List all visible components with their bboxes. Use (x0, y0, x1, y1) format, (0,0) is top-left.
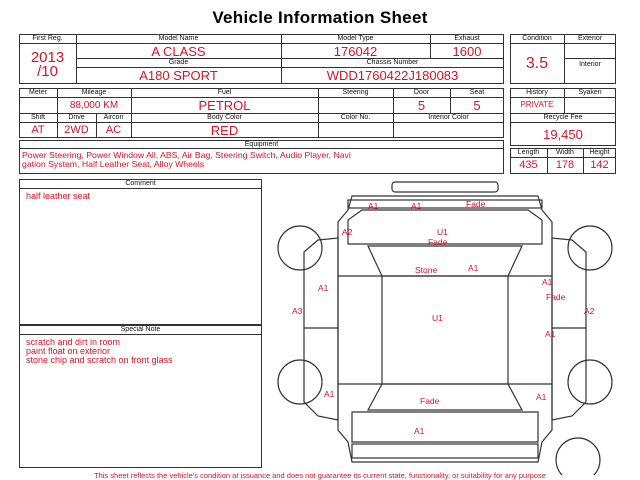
height-value: 142 (590, 159, 609, 171)
width-label: Width (556, 149, 574, 156)
damage-mark: A1 (411, 201, 422, 211)
damage-mark: A1 (536, 392, 547, 402)
first-reg-month: /10 (37, 63, 58, 80)
drive-value: 2WD (64, 124, 89, 136)
condition-label: Condition (522, 35, 552, 42)
first-reg-label: First Reg. (32, 35, 63, 42)
aircon-value: AC (105, 124, 122, 136)
length-value: 435 (519, 159, 538, 171)
history-value: PRIVATE (520, 100, 554, 109)
disclaimer: This sheet reflects the vehicle's condition at issuance and does not guarantee its current state, functionality, or suitability for any purpose (94, 471, 546, 480)
recycle-fee-value: 19,450 (543, 127, 583, 142)
shift-value: AT (31, 124, 45, 136)
seat-label: Seat (469, 89, 485, 96)
exhaust-value: 1600 (452, 44, 482, 59)
door-value: 5 (417, 98, 426, 113)
equipment-label: Equipment (244, 141, 279, 148)
color-no-label: Color No. (340, 114, 371, 121)
interior-color-label: Interior Color (428, 114, 469, 121)
fuel-label: Fuel (217, 89, 232, 96)
comment-label: Comment (125, 180, 156, 187)
damage-mark: Fade (428, 237, 448, 247)
damage-mark: A1 (368, 201, 379, 211)
vehicle-damage-diagram (270, 180, 620, 475)
damage-mark: A2 (342, 227, 353, 237)
damage-mark: Fade (420, 396, 440, 406)
damage-mark: U1 (432, 313, 443, 323)
length-label: Length (517, 149, 540, 156)
body-color-label: Body Color (207, 114, 242, 121)
damage-mark: Stone (415, 265, 438, 275)
model-name-value: A CLASS (151, 44, 206, 59)
height-label: Height (589, 149, 610, 156)
special-note-line-2: paint float on exterior (26, 346, 111, 356)
damage-mark: A1 (545, 329, 556, 339)
damage-mark: A1 (468, 263, 479, 273)
comment-text: half leather seat (26, 191, 91, 201)
grade-label: Grade (168, 59, 189, 66)
shift-label: Shift (30, 114, 45, 121)
damage-mark: U1 (437, 227, 448, 237)
door-label: Door (413, 89, 430, 96)
equipment-line-2: gation System, Half Leather Seat, Alloy Wheels (22, 159, 205, 169)
chassis-label: Chassis Number (366, 59, 419, 66)
condition-value: 3.5 (525, 55, 549, 72)
exhaust-label: Exhaust (454, 35, 480, 42)
recycle-fee-label: Recycle Fee (543, 114, 583, 121)
mileage-value: 88,000 KM (69, 100, 119, 111)
exterior-label: Exterior (577, 35, 603, 42)
chassis-value: WDD1760422J180083 (326, 68, 459, 83)
model-type-label: Model Type (337, 35, 374, 42)
seat-value: 5 (473, 98, 481, 113)
equipment-line-1: Power Steering, Power Window All, ABS, Air Bag, Steering Switch, Audio Player, Navi (22, 150, 351, 160)
grade-value: A180 SPORT (139, 68, 218, 83)
model-name-label: Model Name (158, 35, 199, 42)
history-label: History (526, 89, 548, 96)
damage-mark: A3 (292, 306, 303, 316)
damage-mark: Fade (466, 199, 486, 209)
syaken-label: Syaken (578, 89, 602, 96)
model-type-value: 176042 (333, 44, 378, 59)
fuel-value: PETROL (198, 98, 251, 113)
aircon-label: Aircon (103, 114, 124, 121)
steering-label: Steering (342, 89, 369, 96)
damage-mark: A2 (584, 306, 595, 316)
damage-mark: A1 (542, 277, 553, 287)
damage-mark: Fade (546, 292, 566, 302)
special-note-line-1: scratch and dirt in room (26, 337, 121, 347)
special-note-label: Special Note (120, 326, 161, 333)
damage-mark: A1 (318, 283, 329, 293)
special-note-line-3: stone chip and scratch on front glass (26, 355, 173, 365)
first-reg-year: 2013 (30, 49, 65, 66)
drive-label: Drive (68, 114, 85, 121)
body-color-value: RED (210, 123, 239, 138)
sheet-title: Vehicle Information Sheet (212, 8, 428, 27)
damage-mark: A1 (324, 389, 335, 399)
meter-label: Meter (29, 89, 47, 96)
mileage-label: Mileage (81, 89, 107, 96)
width-value: 178 (555, 159, 575, 171)
damage-mark: A1 (414, 426, 425, 436)
interior-label: Interior (579, 61, 601, 68)
